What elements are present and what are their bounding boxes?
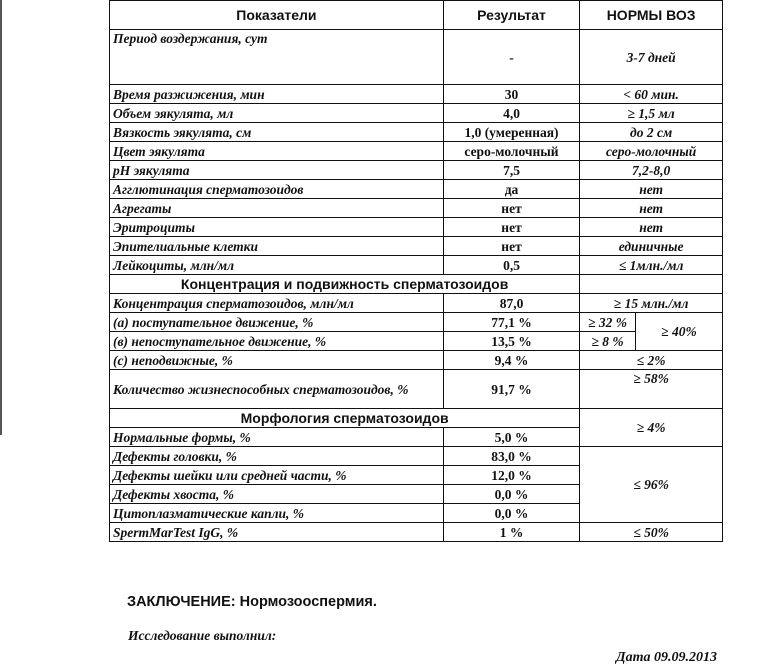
section-title-morphology: Морфология сперматозоидов — [110, 409, 580, 428]
row-result: 9,4 % — [443, 351, 579, 370]
row-result: нет — [443, 199, 579, 218]
row-result: 0,5 — [443, 256, 579, 275]
row-result: 13,5 % — [443, 332, 579, 351]
table-row — [110, 237, 723, 256]
row-label: (а) поступательное движение, % — [110, 313, 444, 332]
section-title-motility: Концентрация и подвижность сперматозоидов — [110, 275, 580, 294]
row-norm: нет — [580, 199, 723, 218]
section-header-row — [110, 409, 723, 428]
header-indicator: Показатели — [110, 1, 444, 30]
performed-by-label: Исследование выполнил: — [128, 628, 277, 643]
table-row — [110, 523, 723, 542]
table-row — [110, 332, 723, 351]
row-result: 7,5 — [443, 161, 579, 180]
row-label: Дефекты головки, % — [110, 447, 444, 466]
table-row — [110, 142, 723, 161]
results-table-wrapper — [109, 0, 723, 542]
row-result: 0,0 % — [443, 485, 579, 504]
row-label: Период воздержания, сут — [110, 30, 444, 85]
row-result: 91,7 % — [443, 370, 579, 409]
row-label: Количество жизнеспособных сперматозоидов, % — [110, 370, 444, 409]
table-row — [110, 104, 723, 123]
row-result: да — [443, 180, 579, 199]
semen-analysis-table — [109, 0, 723, 542]
row-label: Лейкоциты, млн/мл — [110, 256, 444, 275]
row-result: 30 — [443, 85, 579, 104]
row-result: 1 % — [443, 523, 579, 542]
row-label: Цитоплазматические капли, % — [110, 504, 444, 523]
row-label: Эпителиальные клетки — [110, 237, 444, 256]
row-label: Агглютинация сперматозоидов — [110, 180, 444, 199]
row-result: нет — [443, 218, 579, 237]
row-label: Цвет эякулята — [110, 142, 444, 161]
table-row — [110, 351, 723, 370]
row-norm: ≥ 58% — [580, 370, 723, 409]
table-row — [110, 30, 723, 85]
header-result: Результат — [443, 1, 579, 30]
row-result: 1,0 (умеренная) — [443, 123, 579, 142]
table-row — [110, 218, 723, 237]
row-norm: до 2 см — [580, 123, 723, 142]
row-label: Вязкость эякулята, см — [110, 123, 444, 142]
row-label: SpermMarTest IgG, % — [110, 523, 444, 542]
row-norm: ≤ 1млн./мл — [580, 256, 723, 275]
table-header-row — [110, 1, 723, 30]
table-row — [110, 199, 723, 218]
report-date: Дата 09.09.2013 — [616, 650, 717, 665]
row-label: Концентрация сперматозоидов, млн/мл — [110, 294, 444, 313]
row-norm: ≤ 2% — [580, 351, 723, 370]
row-result: 12,0 % — [443, 466, 579, 485]
row-norm: ≥ 8 % — [580, 332, 636, 351]
row-norm: < 60 мин. — [580, 85, 723, 104]
row-norm: ≥ 1,5 мл — [580, 104, 723, 123]
row-norm: серо-молочный — [580, 142, 723, 161]
row-label: Дефекты шейки или средней части, % — [110, 466, 444, 485]
defects-norm: ≤ 96% — [580, 447, 723, 523]
row-label: Агрегаты — [110, 199, 444, 218]
row-norm: ≤ 50% — [580, 523, 723, 542]
table-row — [110, 313, 723, 332]
row-label: Время разжижения, мин — [110, 85, 444, 104]
row-label: (в) непоступательное движение, % — [110, 332, 444, 351]
row-norm: ≥ 32 % — [580, 313, 636, 332]
row-result: нет — [443, 237, 579, 256]
row-label: Объем эякулята, мл — [110, 104, 444, 123]
table-row — [110, 256, 723, 275]
table-row — [110, 85, 723, 104]
table-row — [110, 180, 723, 199]
row-label: Нормальные формы, % — [110, 428, 444, 447]
table-row — [110, 294, 723, 313]
row-norm: нет — [580, 218, 723, 237]
row-norm: 3-7 дней — [580, 30, 723, 85]
table-row — [110, 447, 723, 466]
row-result: 87,0 — [443, 294, 579, 313]
table-row — [110, 123, 723, 142]
row-label: (с) неподвижные, % — [110, 351, 444, 370]
scan-edge-line — [0, 0, 2, 435]
row-result: 4,0 — [443, 104, 579, 123]
header-norm: НОРМЫ ВОЗ — [580, 1, 723, 30]
row-result: 5,0 % — [443, 428, 579, 447]
row-result: 83,0 % — [443, 447, 579, 466]
row-norm: единичные — [580, 237, 723, 256]
row-result: 0,0 % — [443, 504, 579, 523]
row-label: Эритроциты — [110, 218, 444, 237]
normal-forms-norm: ≥ 4% — [580, 409, 723, 447]
row-result: - — [443, 30, 579, 85]
row-norm: ≥ 15 млн./мл — [580, 294, 723, 313]
row-label: pH эякулята — [110, 161, 444, 180]
table-row — [110, 370, 723, 409]
combined-motility-norm: ≥ 40% — [635, 313, 722, 351]
conclusion-text: ЗАКЛЮЧЕНИЕ: Нормозооспермия. — [127, 594, 377, 610]
section-empty-cell — [580, 275, 723, 294]
section-header-row — [110, 275, 723, 294]
row-result: серо-молочный — [443, 142, 579, 161]
row-norm: нет — [580, 180, 723, 199]
row-norm: 7,2-8,0 — [580, 161, 723, 180]
table-row — [110, 161, 723, 180]
row-result: 77,1 % — [443, 313, 579, 332]
row-label: Дефекты хвоста, % — [110, 485, 444, 504]
